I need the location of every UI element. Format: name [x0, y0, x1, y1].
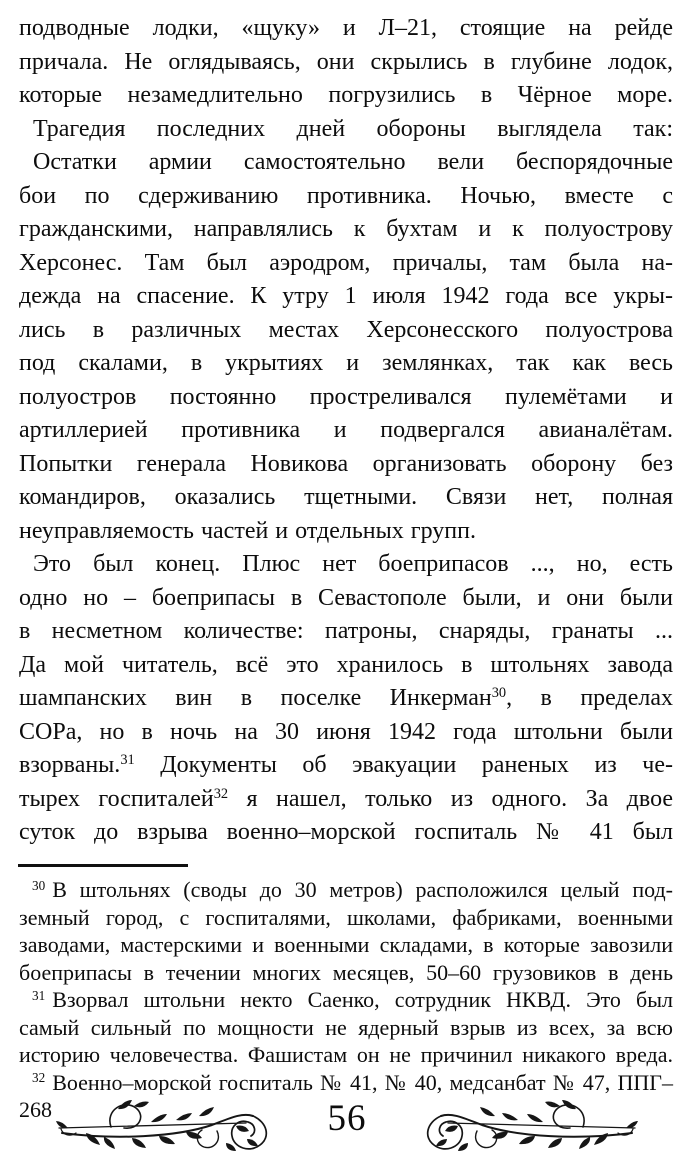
footnotes-block: [19, 876, 673, 1124]
superscript-ref: 31: [120, 752, 135, 769]
floral-flourish-ornament-left: [56, 1097, 281, 1151]
footnote-marker: 32: [32, 1070, 46, 1086]
superscript-ref: 30: [491, 685, 507, 702]
page-footer: [0, 1094, 700, 1154]
text-line: гражданскими, направлялись к бухтам и к полуострову: [19, 216, 673, 242]
text-line: неуправляемость частей и отдельных групп.: [19, 517, 476, 544]
text-line: бои по сдерживанию противника. Ночью, вместе с: [19, 182, 673, 209]
text-line: шампанских вин в поселке Инкерман$^{30}$, в пределах: [19, 685, 673, 711]
floral-flourish-ornament-right: [413, 1097, 638, 1151]
text-line: артиллерией противника и подвергался авианалётам.: [19, 417, 673, 443]
text-line: подводные лодки, «щуку» и Л–21, стоящие на рейде: [19, 15, 673, 41]
text-line: тырех госпиталей$^{32}$ я нашел, только из одного. За двое: [19, 785, 674, 812]
text-line: Остатки армии самостоятельно вели беспорядочные: [33, 149, 673, 175]
text-line: Да мой читатель, всё это хранилось в штольнях завода: [19, 651, 673, 678]
footnote-line: заводами, мастерскими и военными складами, в которые завозили: [19, 932, 673, 957]
text-line: лись в различных местах Херсонесского полуострова: [19, 316, 673, 343]
text-line: которые незамедлительно погрузились в Чёрное море.: [19, 82, 673, 108]
text-line: суток до взрыва военно–морской госпиталь № 41 был: [19, 819, 673, 845]
text-line: взорваны.$^{31}$ Документы об эвакуации раненых из че-: [19, 752, 673, 778]
text-line: командиров, оказались тщетными. Связи нет, полная: [19, 484, 673, 510]
text-line: под скалами, в укрытиях и землянках, так как весь: [19, 350, 673, 376]
footnote-first-line: $^{32}$ Военно–морской госпиталь № 41, № 40, медсанбат № 47, ППГ–268: [19, 1069, 673, 1122]
footnote-first-line: $^{31}$ Взорвал штольни некто Саенко, сотрудник НКВД. Это был: [32, 987, 673, 1012]
text-line: СОРа, но в ночь на 30 июня 1942 года штольни были: [19, 718, 673, 745]
text-line: полуостров постоянно простреливался пулемётами и: [19, 383, 673, 410]
footnote-separator: [18, 864, 188, 867]
main-text-block: [19, 12, 673, 850]
footnote-marker: 30: [32, 877, 46, 893]
footnote-line: земный город, с госпиталями, школами, фабриками, военными: [19, 904, 673, 930]
text-line: в несметном количестве: патроны, снаряды, гранаты ...: [19, 618, 673, 644]
text-line: Трагедия последних дней обороны выглядела так:: [33, 115, 673, 142]
text-line: Это был конец. Плюс нет боеприпасов ..., но, есть: [33, 551, 673, 577]
footnote-marker: 31: [32, 987, 46, 1003]
text-line: Херсонес. Там был аэродром, причалы, там была на-: [19, 249, 673, 276]
text-line: одно но – боеприпасы в Севастополе были, и они были: [19, 584, 673, 611]
footnote-line: самый сильный по мощности не ядерный взрыв из всех, за всю: [19, 1014, 673, 1040]
footnote-line: историю человечества. Фашистам он не причинил никакого вреда.: [19, 1042, 673, 1067]
superscript-ref: 32: [213, 785, 229, 802]
footnote-first-line: $^{30}$ В штольнях (своды до 30 метров) расположился целый под-: [32, 877, 673, 902]
footnote-line: боеприпасы в течении многих месяцев, 50–60 грузовиков в день: [19, 959, 673, 985]
text-line: дежда на спасение. К утру 1 июля 1942 года все укры-: [19, 283, 673, 309]
text-line: Попытки генерала Новикова организовать оборону без: [19, 450, 673, 477]
page-number: 56: [327, 1097, 367, 1139]
text-line: причала. Не оглядываясь, они скрылись в глубине лодок,: [19, 48, 673, 75]
